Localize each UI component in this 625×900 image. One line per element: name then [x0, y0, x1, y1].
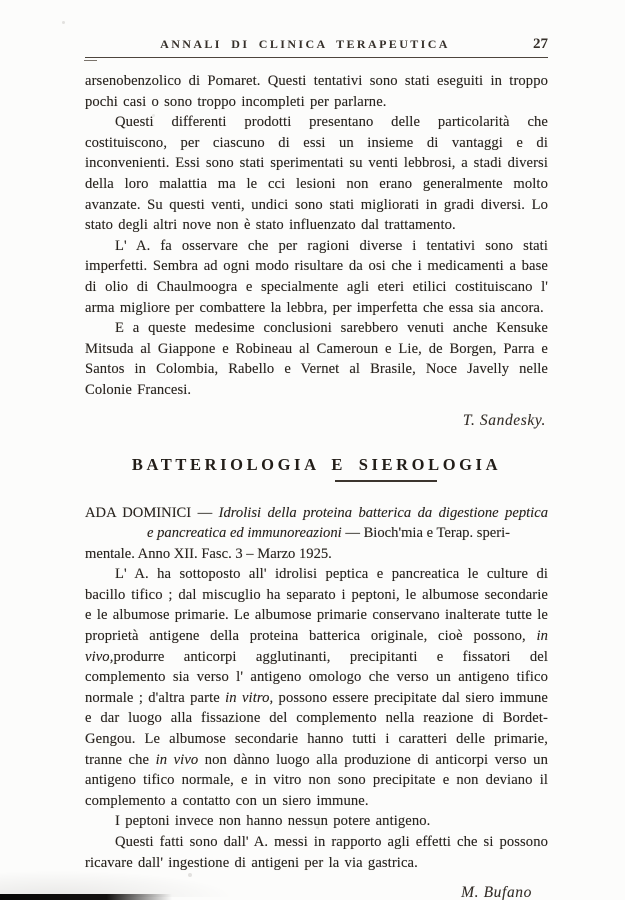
scan-shadow-strip: [0, 894, 172, 900]
italic-text-segment: in vivo: [155, 751, 199, 768]
reference-entry: [85, 503, 548, 565]
running-head: [85, 36, 548, 53]
italic-text-segment: in vivo,: [85, 628, 548, 665]
paragraph: arsenobenzolico di Pomaret. Questi tentativi sono stati eseguiti in troppo pochi casi o sono troppo incompleti per parlarne.: [85, 73, 548, 110]
text-segment: L' A. ha sottoposto all' idrolisi peptica e pancreatica le culture di bacillo tifico ; dal miscuglio ha separato i peptoni, le albumose secondarie e le albumose primarie. Le albumose primarie conservano inalterate tutte le proprietà antigene della proteina batterica originale, cioè possono,: [85, 566, 548, 645]
paragraph: Questi fatti sono dall' A. messi in rapporto agli effetti che si possono ricavare dall' ingestione di antigeni per la via gastrica.: [85, 834, 548, 871]
reference-line-1: [85, 503, 548, 524]
text-segment: possono essere precipitate dal siero immune e dar luogo alla fissazione del complemento nella reazione di Bordet-Gengou. Le albumose secondarie hanno tutti i caratteri delle primarie, tranne che: [85, 689, 548, 768]
author-signature: T. Sandesky.: [462, 411, 546, 429]
scan-speck: [62, 21, 65, 24]
scan-speck: [316, 826, 319, 829]
text-block: [85, 36, 548, 900]
section-heading-rule: [335, 480, 437, 482]
reference-source-part2: mentale. Anno XII. Fasc. 3 – Marzo 1925.: [85, 545, 332, 562]
scan-speck: [188, 873, 192, 877]
reference-title-part2: e pancreatica ed immunoreazioni: [147, 525, 342, 542]
article-leprosy-review: [85, 71, 548, 430]
header-rule-tick: [84, 60, 97, 61]
paragraph: Questi differenti prodotti presentano delle particolarità che costituiscono, per ciascuno di essi un insieme di vantaggi e di inconvenienti. Essi sono stati sperimentati su venti lebbrosi, a stadi diversi della loro malattia ma le cci lesioni non erano generalmente molto avanzate. Su questi venti, undici sono stati migliorati in gradi diversi. Lo stato degli altri nove non è stato influenzato dal trattamento.: [85, 114, 548, 234]
article-bacteriology-review: [85, 503, 548, 900]
author-signature: M. Bufano: [461, 884, 532, 900]
reference-title-part1: Idrolisi della proteina batterica da digestione peptica: [218, 504, 548, 521]
text-segment: non dànno luogo alla produzione di anticorpi verso un antigeno tifico normale, e in vitro non sono precipitate e non deviano il complemento a contatto con un siero immune.: [85, 751, 548, 809]
text-segment: produrre anticorpi agglutinanti, precipitanti e fissatori del complemento sia verso l' antigeno omologo che verso un antigeno tifico normale ; d'altra parte: [85, 648, 548, 706]
paragraph: L' A. fa osservare che per ragioni diverse i tentativi sono stati imperfetti. Sembra ad ogni modo risultare da osi che i medicamenti a base di olio di Chaulmoogra e specialmente agli eteri etilici costituiscano l' arma migliore per combattere la lebbra, per imperfetta che essa sia ancora.: [85, 237, 548, 316]
page-number: 27: [533, 36, 548, 52]
paragraph: E a queste medesime conclusioni sarebbero venuti anche Kensuke Mitsuda al Giappone e Robineau al Cameroun e Lie, de Borgen, Parra e Santos in Colombia, Rabello e Vernet al Brasile, Noce Javelly nelle Colonie Francesi.: [85, 320, 548, 398]
reference-source-part1: — Bioch'mia e Terap. speri-: [341, 525, 510, 542]
header-rule: [85, 57, 548, 58]
reference-author: ADA DOMINICI —: [85, 504, 219, 521]
italic-text-segment: in vitro,: [225, 689, 274, 706]
paragraph: [85, 564, 548, 811]
paragraph: I peptoni invece non hanno nessun potere antigeno.: [115, 813, 431, 830]
scan-speck: [152, 114, 155, 117]
section-heading: BATTERIOLOGIA E SIEROLOGIA: [131, 454, 502, 474]
reference-line-2: [85, 523, 548, 544]
scan-speck: [470, 840, 473, 843]
journal-title: ANNALI DI CLINICA TERAPEUTICA: [160, 37, 450, 51]
reference-line-3: [85, 544, 548, 565]
